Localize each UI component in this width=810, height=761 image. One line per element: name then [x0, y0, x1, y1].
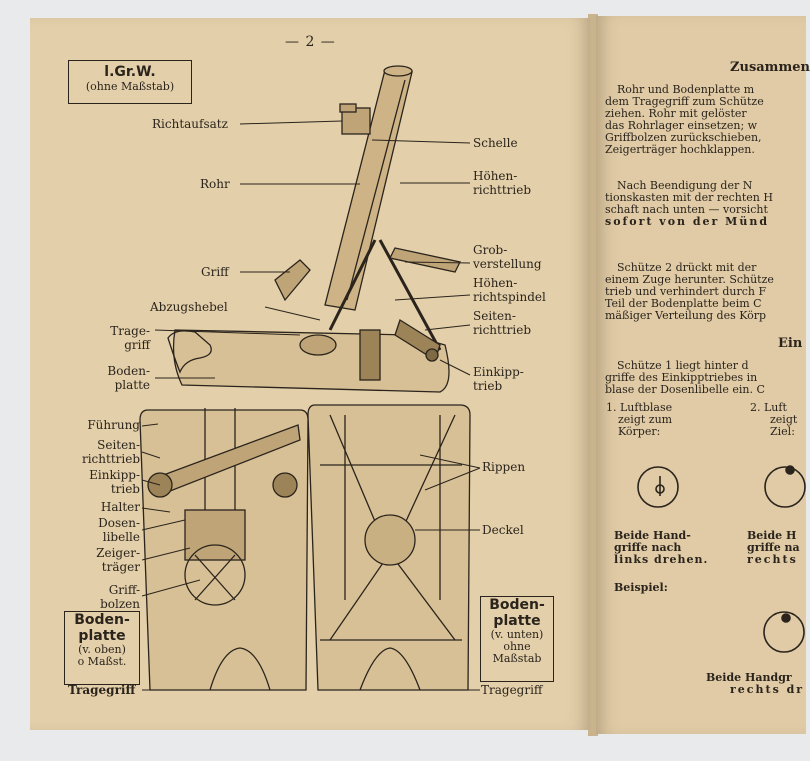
label-einkipp2-2: trieb	[110, 482, 140, 496]
label-dosen-2: libelle	[102, 530, 140, 544]
right-subheading: Ein	[778, 336, 803, 351]
page-number: — 2 —	[285, 34, 336, 50]
para3-line-4: mäßiger Verteilung des Körp	[605, 309, 767, 322]
plate-bottom-caption-s3: Maßstab	[492, 652, 542, 665]
para1-line-2: ziehen. Rohr mit gelöster	[605, 107, 747, 120]
para4-line-1: griffe des Einkipptriebes in	[605, 371, 758, 384]
label-seiten2-1: Seiten-	[97, 438, 140, 452]
label-tragegriff-1: Trage-	[110, 324, 150, 338]
label-fuehrung: Führung	[87, 418, 140, 432]
caption3-line-1: rechts dr	[730, 683, 805, 696]
label-hoehenrichttrieb-1: Höhen-	[473, 169, 518, 183]
label-seitenrichttrieb-2: richttrieb	[473, 323, 532, 337]
label-tragegriff-bottom-right: Tragegriff	[481, 683, 543, 697]
label-einkipptrieb-1: Einkipp-	[473, 365, 524, 379]
cover-drawing	[365, 515, 415, 565]
caption1-line-1: griffe nach	[614, 541, 682, 554]
col1-line-0: 1. Luftblase	[606, 401, 673, 414]
label-griff: Griff	[201, 265, 229, 279]
label-hoehenrichtspindel-2: richtspindel	[473, 290, 546, 304]
para2-line-2: schaft nach unten — vorsicht	[605, 203, 768, 216]
col1-line-1: zeigt zum	[618, 413, 673, 426]
label-einkipptrieb-2: trieb	[473, 379, 503, 393]
para3-line-1: einem Zuge herunter. Schütze	[605, 273, 774, 286]
label-rippen: Rippen	[482, 460, 526, 474]
label-abzugshebel: Abzugshebel	[150, 300, 228, 314]
label-schelle: Schelle	[473, 136, 518, 150]
caption1-line-2: links drehen.	[614, 553, 709, 566]
para1-line-5: Zeigerträger hochklappen.	[605, 143, 755, 156]
plate-top-caption-s2: o Maßst.	[77, 655, 127, 668]
label-griffbolzen-1: Griff-	[108, 583, 140, 597]
para3-line-0: Schütze 2 drückt mit der	[617, 261, 757, 274]
caption2-line-1: griffe na	[747, 541, 800, 554]
right-heading: Zusammen	[730, 60, 810, 75]
label-bodenplatte-1: Boden-	[107, 364, 150, 378]
plate-bottom-caption-s2: ohne	[503, 640, 531, 653]
para1-line-4: Griffbolzen zurückschieben,	[605, 131, 762, 144]
para2-line-0: Nach Beendigung der N	[617, 179, 753, 192]
caption3-line-0: Beide Handgr	[706, 671, 792, 684]
plate-bottom-caption-h1: Boden-	[489, 597, 545, 613]
label-seitenrichttrieb-1: Seiten-	[473, 309, 516, 323]
label-deckel: Deckel	[482, 523, 524, 537]
label-rohr: Rohr	[200, 177, 230, 191]
label-einkipp2-1: Einkipp-	[89, 468, 140, 482]
para4-line-2: blase der Dosenlibelle ein. C	[605, 383, 765, 396]
diagram-title-box	[68, 60, 192, 104]
diagram-title: l.Gr.W.	[104, 64, 156, 80]
para4-line-0: Schütze 1 liegt hinter d	[617, 359, 749, 372]
label-grobverstellung-1: Grob-	[473, 243, 508, 257]
level-bubble-right	[765, 467, 805, 507]
beispiel-label: Beispiel:	[614, 581, 668, 594]
label-halter: Halter	[100, 500, 140, 514]
col2-line-2: Ziel:	[770, 425, 795, 438]
label-griffbolzen-2: bolzen	[100, 597, 140, 611]
label-bodenplatte-2: platte	[114, 378, 150, 392]
plate-bottom-caption-s1: (v. unten)	[490, 628, 544, 641]
plate-top-caption-h1: Boden-	[74, 612, 130, 628]
para3-line-2: trieb und verhindert durch F	[605, 285, 767, 298]
plate-top-caption-s1: (v. oben)	[78, 643, 126, 656]
label-zeiger-1: Zeiger-	[96, 546, 140, 560]
caption2-line-0: Beide H	[747, 529, 797, 542]
label-grobverstellung-2: verstellung	[473, 257, 542, 271]
grip-drawing	[275, 260, 310, 300]
para1-line-3: das Rohrlager einsetzen; w	[605, 119, 758, 132]
level-bubble-left	[638, 467, 678, 507]
col2-line-0: 2. Luft	[750, 401, 787, 414]
label-tragegriff-2: griff	[124, 338, 150, 352]
label-richtaufsatz: Richtaufsatz	[152, 117, 228, 131]
para2-line-3: sofort von der Münd	[605, 215, 770, 228]
para1-line-0: Rohr und Bodenplatte m	[617, 83, 755, 96]
col1-line-2: Körper:	[618, 425, 661, 438]
label-dosen-1: Dosen-	[98, 516, 140, 530]
diagram-subtitle: (ohne Maßstab)	[85, 80, 175, 93]
plate-top-caption-h2: platte	[78, 628, 126, 644]
label-hoehenrichttrieb-2: richttrieb	[473, 183, 532, 197]
label-zeiger-2: träger	[101, 560, 140, 574]
caption1-line-0: Beide Hand-	[614, 529, 691, 542]
para1-line-1: dem Tragegriff zum Schütze	[605, 95, 764, 108]
para3-line-3: Teil der Bodenplatte beim C	[605, 297, 762, 310]
label-tragegriff-bottom-left: Tragegriff	[68, 683, 136, 697]
caption2-line-2: rechts	[747, 553, 798, 566]
plate-bottom-caption-h2: platte	[493, 613, 541, 629]
label-seiten2-2: richttrieb	[81, 452, 140, 466]
plate-bottom-caption-box	[480, 596, 554, 682]
label-hoehenrichtspindel-1: Höhen-	[473, 276, 518, 290]
col2-line-1: zeigt	[770, 413, 798, 426]
plate-top-caption-box	[64, 611, 140, 685]
para2-line-1: tionskasten mit der rechten H	[605, 191, 773, 204]
